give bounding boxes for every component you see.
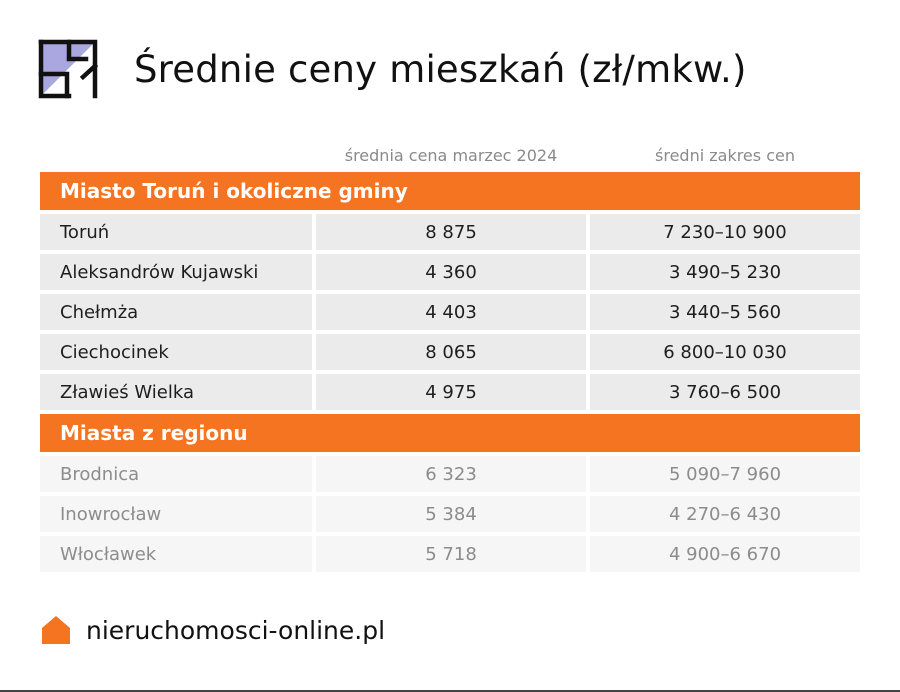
table-row [40, 294, 860, 330]
column-header-range: średni zakres cen [655, 146, 795, 165]
price-range-cell: 3 490–5 230 [590, 254, 860, 290]
city-cell: Toruń [40, 214, 312, 250]
table-row [40, 254, 860, 290]
price-table [40, 140, 860, 576]
page-title: Średnie ceny mieszkań (zł/mkw.) [134, 47, 747, 91]
price-range-cell: 4 900–6 670 [590, 536, 860, 572]
city-cell: Aleksandrów Kujawski [40, 254, 312, 290]
avg-price-cell: 4 403 [316, 294, 586, 330]
table-row [40, 456, 860, 492]
price-range-cell: 6 800–10 030 [590, 334, 860, 370]
avg-price-cell: 8 875 [316, 214, 586, 250]
section-header: Miasto Toruń i okoliczne gminy [40, 172, 860, 210]
avg-price-cell: 6 323 [316, 456, 586, 492]
price-range-cell: 3 440–5 560 [590, 294, 860, 330]
avg-price-cell: 8 065 [316, 334, 586, 370]
section-header: Miasta z regionu [40, 414, 860, 452]
price-range-cell: 5 090–7 960 [590, 456, 860, 492]
price-range-cell: 7 230–10 900 [590, 214, 860, 250]
avg-price-cell: 5 384 [316, 496, 586, 532]
table-row [40, 536, 860, 572]
header [38, 38, 747, 100]
city-cell: Inowrocław [40, 496, 312, 532]
column-header-avg: średnia cena marzec 2024 [344, 146, 558, 165]
brand-name: nieruchomosci-online.pl [86, 615, 386, 645]
floorplan-logo-icon [38, 39, 98, 99]
city-cell: Włocławek [40, 536, 312, 572]
city-cell: Zławieś Wielka [40, 374, 312, 410]
avg-price-cell: 4 360 [316, 254, 586, 290]
table-row [40, 496, 860, 532]
avg-price-cell: 5 718 [316, 536, 586, 572]
table-row [40, 214, 860, 250]
city-cell: Ciechocinek [40, 334, 312, 370]
price-range-cell: 4 270–6 430 [590, 496, 860, 532]
city-cell: Brodnica [40, 456, 312, 492]
table-row [40, 334, 860, 370]
price-range-cell: 3 760–6 500 [590, 374, 860, 410]
city-cell: Chełmża [40, 294, 312, 330]
table-body [40, 172, 860, 572]
house-icon [40, 615, 72, 645]
avg-price-cell: 4 975 [316, 374, 586, 410]
column-headers [40, 140, 860, 172]
table-row [40, 374, 860, 410]
footer [40, 615, 385, 645]
